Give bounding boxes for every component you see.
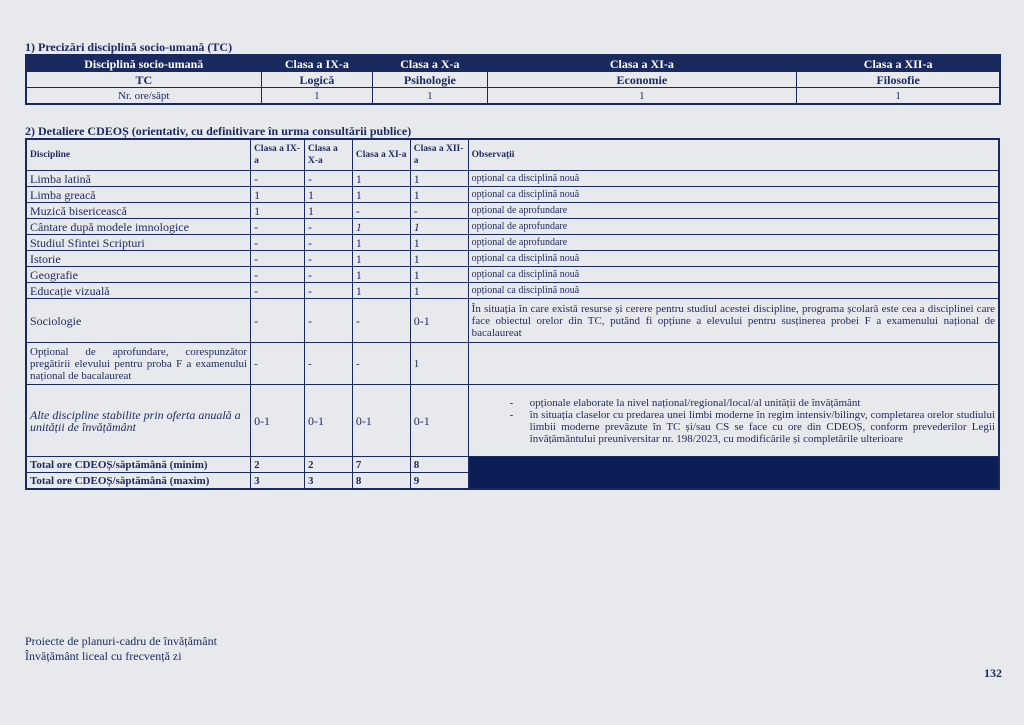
observation-cell: În situația în care există resurse și cerere pentru studiul acestei discipline, programa școlară este cea a disciplinei care face obiectul orelor din TC, putând fi opțiune a elevului pentru susținerea probei F a examenului național de bacalaureat: [468, 299, 999, 343]
section1-title: 1) Precizări disciplină socio-umană (TC): [25, 40, 233, 54]
observation-cell: opțional ca disciplină nouă: [468, 267, 999, 283]
discipline-name: Cântare după modele imnologice: [26, 219, 251, 235]
footer: [25, 634, 217, 664]
observation-cell: [468, 385, 999, 457]
list-item: - opționale elaborate la nivel național/regional/local/al unității de învățământ: [530, 397, 995, 409]
table-cell: -: [251, 219, 305, 235]
table-cell: 1: [352, 267, 410, 283]
table-cell: 1: [410, 235, 468, 251]
table-cell: Nr. ore/săpt: [26, 88, 261, 105]
discipline-name: Geografie: [26, 267, 251, 283]
header-cell: Clasa a X-a: [373, 55, 487, 72]
table-cell: 0-1: [410, 299, 468, 343]
shaded-cell: [468, 457, 999, 490]
table-cell: 1: [352, 219, 410, 235]
observation-cell: opțional ca disciplină nouă: [468, 171, 999, 187]
discipline-name: Studiul Sfintei Scripturi: [26, 235, 251, 251]
discipline-name: Alte discipline stabilite prin oferta anuală a unității de învățământ: [26, 385, 251, 457]
table-row: [26, 283, 999, 299]
table-cell: 1: [251, 187, 305, 203]
table-cell: 1: [304, 203, 352, 219]
table-cell: -: [251, 343, 305, 385]
header-cell: Clasa a IX-a: [251, 139, 305, 171]
discipline-name: Limba latină: [26, 171, 251, 187]
table-cell: 8: [410, 457, 468, 473]
total-label: Total ore CDEOȘ/săptămână (maxim): [26, 473, 251, 490]
table-cell: -: [304, 283, 352, 299]
header-cell: Disciplină socio-umană: [26, 55, 261, 72]
table-cell: 0-1: [352, 385, 410, 457]
observation-list: [472, 397, 995, 445]
footer-line-2: Învățământ liceal cu frecvență zi: [25, 649, 182, 663]
table-row: [26, 187, 999, 203]
table-cell: -: [304, 235, 352, 251]
header-cell: Clasa a XI-a: [352, 139, 410, 171]
table-cell: -: [304, 171, 352, 187]
list-item: - în situația claselor cu predarea unei limbi moderne în regim intensiv/bilingv, completarea orelor studiului limbii moderne prevăzute în TC și/sau CS se face cu ore din CDEOȘ, conform prevederilor Legii învățământului preuniversitar nr. 198/2023, cu modificările și completările ulterioare: [530, 409, 995, 445]
table-row: [26, 203, 999, 219]
table-cell: -: [304, 299, 352, 343]
table-cell: TC: [26, 72, 261, 88]
discipline-name: Istorie: [26, 251, 251, 267]
cdeos-table: [25, 138, 1000, 490]
table-cell: 7: [352, 457, 410, 473]
table-cell: -: [410, 203, 468, 219]
table-cell: 3: [304, 473, 352, 490]
table-cell: 1: [261, 88, 373, 105]
table-cell: Economie: [487, 72, 797, 88]
table-cell: 1: [352, 283, 410, 299]
table-cell: 1: [410, 267, 468, 283]
discipline-name: Educație vizuală: [26, 283, 251, 299]
table-cell: 1: [797, 88, 1000, 105]
table-cell: 1: [373, 88, 487, 105]
header-cell: Observații: [468, 139, 999, 171]
table-cell: 2: [304, 457, 352, 473]
observation-cell: opțional de aprofundare: [468, 203, 999, 219]
table-row: [26, 235, 999, 251]
header-cell: Discipline: [26, 139, 251, 171]
table-cell: 0-1: [410, 385, 468, 457]
table-cell: 1: [410, 171, 468, 187]
footer-line-1: Proiecte de planuri-cadru de învățământ: [25, 634, 217, 648]
observation-cell: opțional ca disciplină nouă: [468, 251, 999, 267]
table-cell: -: [251, 235, 305, 251]
table-cell: Filosofie: [797, 72, 1000, 88]
table-cell: 1: [410, 283, 468, 299]
table-cell: 1: [304, 187, 352, 203]
table-row: [26, 171, 999, 187]
observation-cell: opțional ca disciplină nouă: [468, 187, 999, 203]
table-cell: 3: [251, 473, 305, 490]
observation-cell: opțional de aprofundare: [468, 235, 999, 251]
table-row: [26, 343, 999, 385]
table-cell: 1: [352, 187, 410, 203]
table-cell: 1: [410, 187, 468, 203]
table-cell: -: [304, 251, 352, 267]
table-row: [26, 72, 1000, 88]
table-row: [26, 299, 999, 343]
table-cell: 2: [251, 457, 305, 473]
discipline-rows: [26, 171, 999, 299]
table-cell: 1: [410, 343, 468, 385]
table-cell: -: [251, 251, 305, 267]
table-cell: -: [251, 299, 305, 343]
table-cell: -: [251, 283, 305, 299]
header-cell: Clasa a IX-a: [261, 55, 373, 72]
discipline-name: Sociologie: [26, 299, 251, 343]
table-row: [26, 88, 1000, 105]
table-cell: 1: [410, 251, 468, 267]
table-cell: 1: [352, 251, 410, 267]
observation-cell: opțional ca disciplină nouă: [468, 283, 999, 299]
table-cell: -: [352, 299, 410, 343]
table-row: [26, 219, 999, 235]
table-cell: -: [251, 267, 305, 283]
table-header-row: [26, 55, 1000, 72]
discipline-name: Muzică bisericească: [26, 203, 251, 219]
observation-cell: [468, 343, 999, 385]
table-row: [26, 267, 999, 283]
page-number: 132: [984, 666, 1002, 680]
header-cell: Clasa a X-a: [304, 139, 352, 171]
table-header-row: [26, 139, 999, 171]
discipline-name: Limba greacă: [26, 187, 251, 203]
header-cell: Clasa a XII-a: [410, 139, 468, 171]
table-cell: 0-1: [304, 385, 352, 457]
table-cell: Psihologie: [373, 72, 487, 88]
observation-cell: opțional de aprofundare: [468, 219, 999, 235]
table-cell: Logică: [261, 72, 373, 88]
table-cell: -: [304, 343, 352, 385]
section2-title: 2) Detaliere CDEOȘ (orientativ, cu definitivare în urma consultării publice): [25, 124, 412, 138]
table-cell: -: [251, 171, 305, 187]
total-label: Total ore CDEOȘ/săptămână (minim): [26, 457, 251, 473]
discipline-name: Opțional de aprofundare, corespunzător pregătirii elevului pentru proba F a examenului național de bacalaureat: [26, 343, 251, 385]
table-cell: -: [352, 343, 410, 385]
table-row: [26, 251, 999, 267]
table-cell: 9: [410, 473, 468, 490]
table-cell: 1: [251, 203, 305, 219]
header-cell: Clasa a XII-a: [797, 55, 1000, 72]
table-cell: 1: [410, 219, 468, 235]
total-min-row: [26, 457, 999, 473]
table-cell: 1: [352, 171, 410, 187]
table-cell: -: [352, 203, 410, 219]
table-cell: 0-1: [251, 385, 305, 457]
table-cell: 8: [352, 473, 410, 490]
socio-human-table: [25, 54, 1001, 105]
table-cell: -: [304, 219, 352, 235]
table-cell: -: [304, 267, 352, 283]
table-row: [26, 385, 999, 457]
header-cell: Clasa a XI-a: [487, 55, 797, 72]
table-cell: 1: [487, 88, 797, 105]
table-cell: 1: [352, 235, 410, 251]
